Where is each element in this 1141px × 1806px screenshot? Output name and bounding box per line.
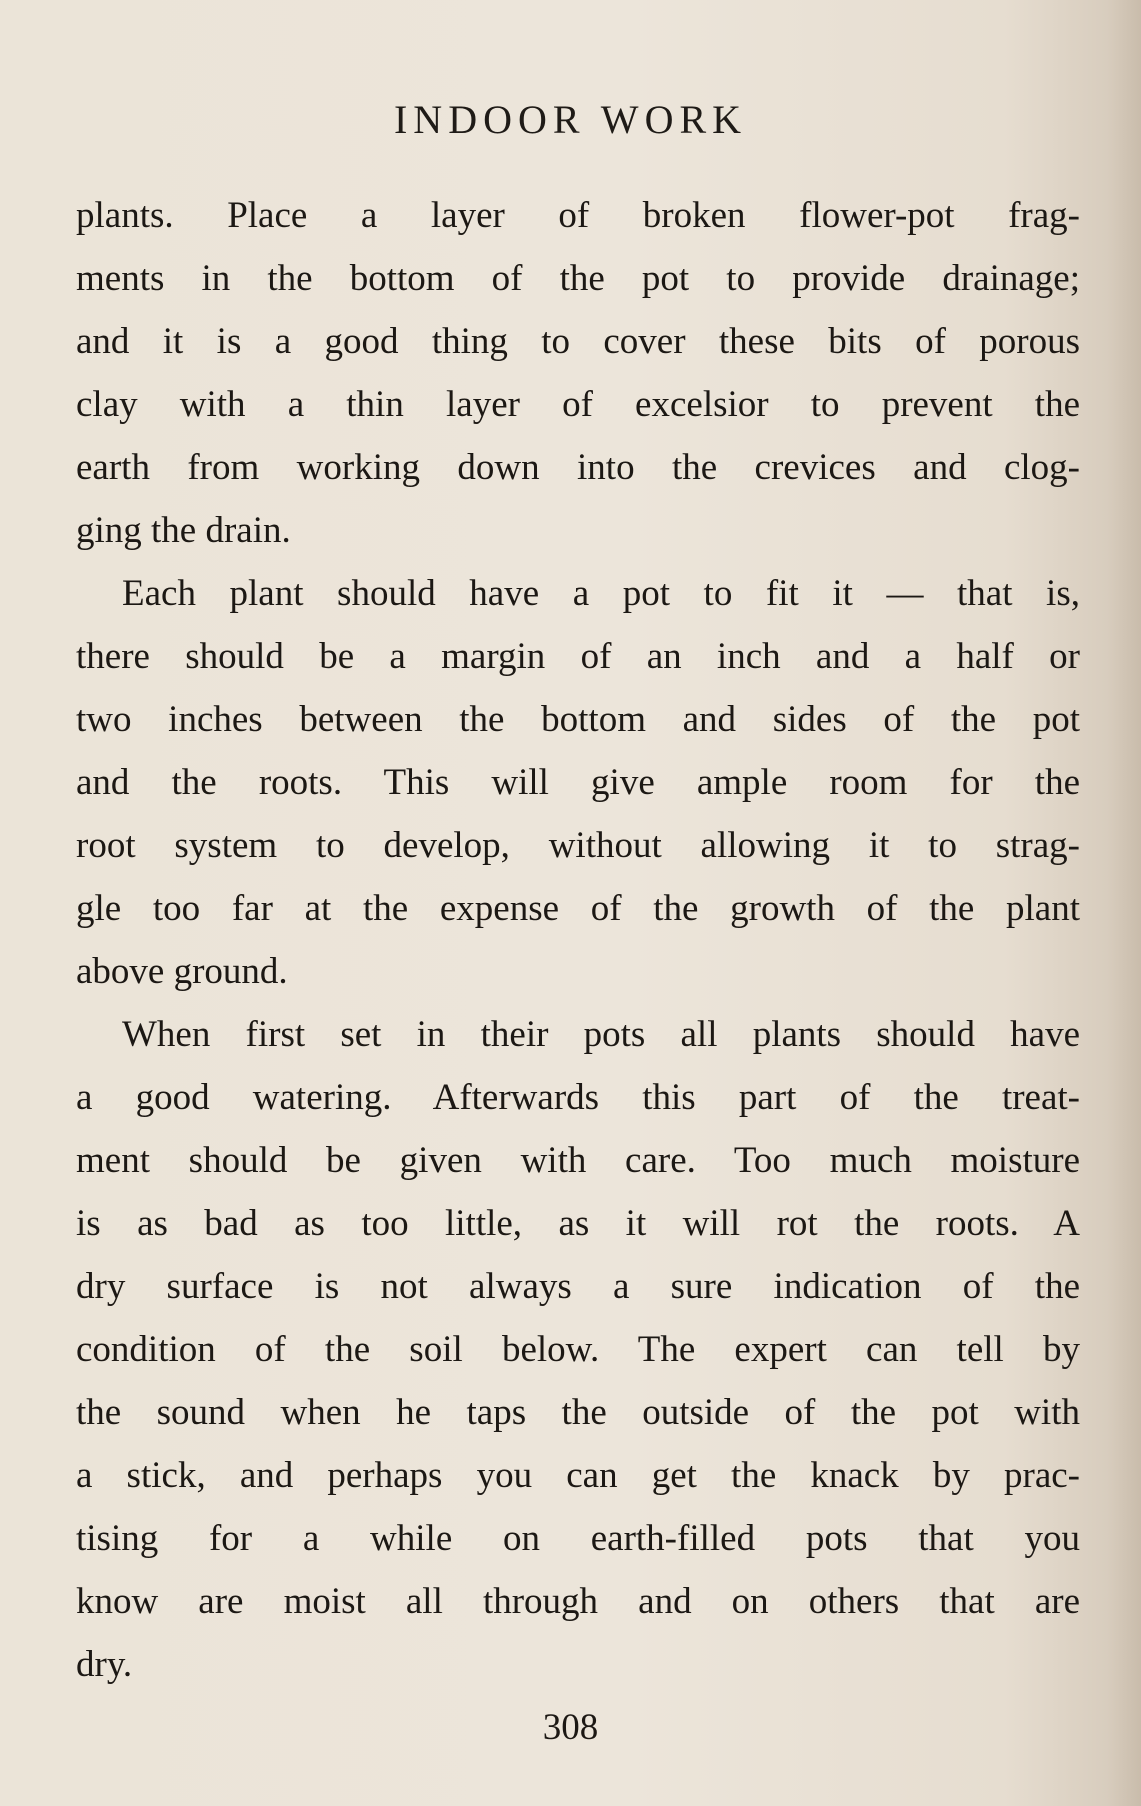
body-text [76,184,1080,1696]
text-line: ging the drain. [76,510,291,551]
text-line: Each plant should have a pot to fit it — that is, [122,573,1080,614]
text-line: ment should be given with care. Too much moisture [76,1140,1080,1181]
paragraph-2 [76,562,1080,1003]
text-line: plants. Place a layer of broken flower-pot frag- [76,195,1080,236]
text-line: clay with a thin layer of excelsior to prevent the [76,384,1080,425]
text-line: dry surface is not always a sure indication of the [76,1266,1080,1307]
text-line: two inches between the bottom and sides of the pot [76,699,1080,740]
text-line: and the roots. This will give ample room for the [76,762,1080,803]
running-header: INDOOR WORK [393,97,748,142]
text-line: root system to develop, without allowing it to strag- [76,825,1080,866]
text-line: When first set in their pots all plants should have [122,1014,1080,1055]
text-line: there should be a margin of an inch and a half or [76,636,1080,677]
text-line: know are moist all through and on others that are [76,1581,1080,1622]
text-line: earth from working down into the crevices and clog- [76,447,1080,488]
paragraph-3 [76,1003,1080,1696]
paragraph-1 [76,184,1080,562]
text-line: dry. [76,1644,133,1685]
text-line: a stick, and perhaps you can get the knack by prac- [76,1455,1080,1496]
text-line: ments in the bottom of the pot to provide drainage; [76,258,1080,299]
text-line: and it is a good thing to cover these bits of porous [76,321,1080,362]
text-line: condition of the soil below. The expert can tell by [76,1329,1080,1370]
text-line: above ground. [76,951,288,992]
text-line: gle too far at the expense of the growth of the plant [76,888,1080,929]
page-number: 308 [542,1707,599,1748]
text-line: the sound when he taps the outside of the pot with [76,1392,1080,1433]
text-line: a good watering. Afterwards this part of the treat- [76,1077,1080,1118]
text-line: is as bad as too little, as it will rot the roots. A [76,1203,1080,1244]
text-line: tising for a while on earth-filled pots that you [76,1518,1080,1559]
